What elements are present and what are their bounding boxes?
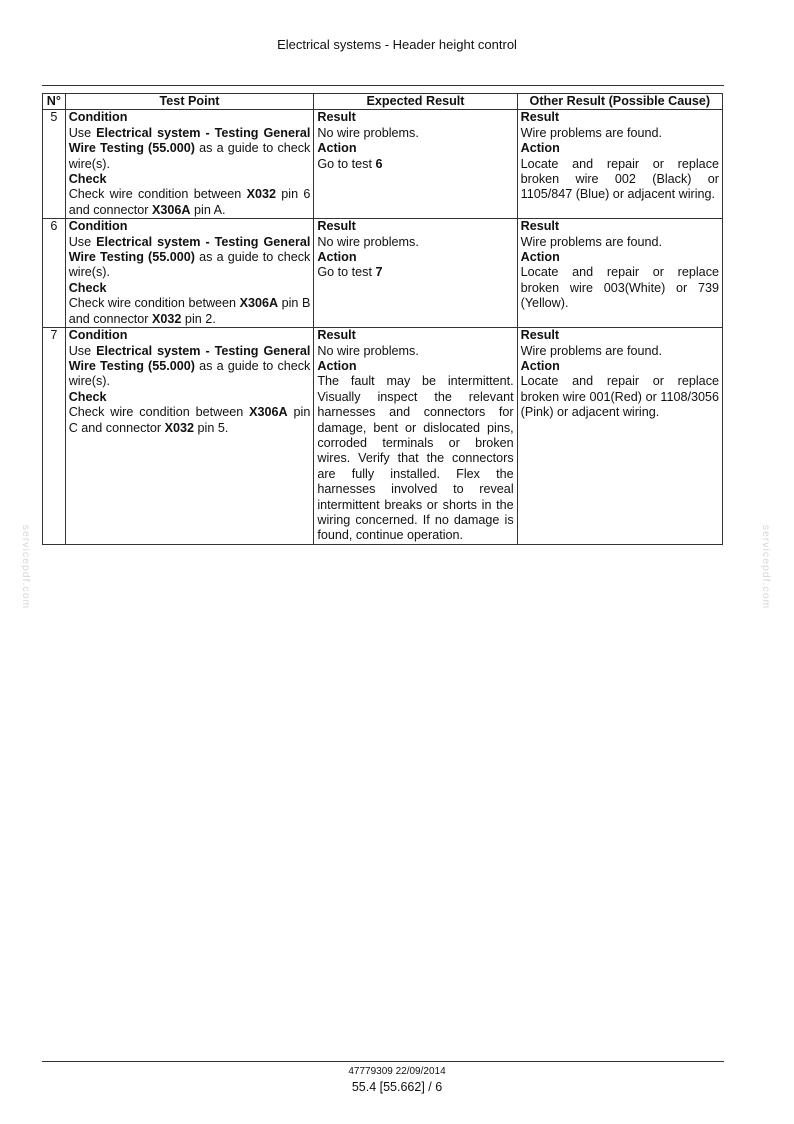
- column-header-other-result: Other Result (Possible Cause): [517, 94, 722, 110]
- action-text: Locate and repair or replace broken wire 002 (Black) or 1105/847 (Blue) or adjacent wiring.: [520, 156, 719, 202]
- action-heading: Action: [520, 358, 560, 373]
- reference-link: Electrical system - Testing General Wire Testing (55.000): [68, 343, 311, 373]
- result-heading: Result: [317, 110, 356, 125]
- check-heading: Check: [68, 172, 107, 187]
- watermark-right: servicepdf.com: [760, 524, 772, 610]
- check-text: Check wire condition between X032 pin 6 and connector X306A pin A.: [68, 187, 311, 217]
- result-text: Wire problems are found.: [520, 125, 663, 140]
- action-heading: Action: [520, 141, 560, 156]
- action-text: The fault may be intermittent. Visually inspect the relevant harnesses and connectors for damage, bent or dislocated pins, corroded terminals or broken wires. Verify that the connectors are fully installed. Flex the harnesses involved to reveal intermittent breaks or shorts in the wiring concerned. If no damage is found, continue operation.: [317, 374, 514, 543]
- result-heading: Result: [520, 110, 560, 125]
- header-divider: [42, 85, 724, 86]
- test-number: 7: [43, 328, 66, 545]
- action-heading: Action: [317, 141, 357, 156]
- reference-link: Electrical system - Testing General Wire Testing (55.000): [68, 234, 311, 265]
- condition-heading: Condition: [68, 328, 128, 343]
- action-text: Locate and repair or replace broken wire 001(Red) or 1108/3056 (Pink) or adjacent wiring.: [520, 374, 719, 420]
- action-heading: Action: [317, 358, 357, 373]
- footer-divider: [42, 1061, 724, 1062]
- action-text: Go to test 6: [317, 156, 383, 171]
- check-heading: Check: [68, 280, 107, 295]
- reference-link: Electrical system - Testing General Wire Testing (55.000): [68, 125, 311, 156]
- condition-heading: Condition: [68, 110, 128, 125]
- result-text: No wire problems.: [317, 234, 419, 249]
- footer-page-number: 55.4 [55.662] / 6: [351, 1080, 443, 1094]
- action-heading: Action: [317, 250, 357, 265]
- result-heading: Result: [520, 219, 560, 234]
- other-result-cell: [517, 328, 722, 545]
- page-header: Electrical systems - Header height control: [277, 37, 517, 52]
- condition-text: Use Electrical system - Testing General Wire Testing (55.000) as a guide to check wire(s).: [68, 125, 311, 171]
- condition-text: Use Electrical system - Testing General Wire Testing (55.000) as a guide to check wire(s).: [68, 343, 311, 389]
- result-text: No wire problems.: [317, 125, 419, 140]
- test-number: 6: [43, 219, 66, 328]
- result-text: Wire problems are found.: [520, 343, 663, 358]
- result-text: No wire problems.: [317, 343, 419, 358]
- column-header-expected-result: Expected Result: [314, 94, 517, 110]
- expected-result-cell: [314, 110, 517, 219]
- table-header-row: [43, 94, 723, 110]
- check-text: Check wire condition between X306A pin B and connector X032 pin 2.: [68, 296, 311, 326]
- column-header-test-point: Test Point: [65, 94, 314, 110]
- action-heading: Action: [520, 250, 560, 265]
- check-text: Check wire condition between X306A pin C and connector X032 pin 5.: [68, 405, 311, 435]
- table-row: [43, 328, 723, 545]
- result-heading: Result: [520, 328, 560, 343]
- other-result-cell: [517, 219, 722, 328]
- condition-text: Use Electrical system - Testing General Wire Testing (55.000) as a guide to check wire(s).: [68, 234, 311, 280]
- table-row: [43, 219, 723, 328]
- other-result-cell: [517, 110, 722, 219]
- action-text: Go to test 7: [317, 265, 383, 280]
- test-point-cell: [65, 110, 314, 219]
- watermark-left: servicepdf.com: [20, 524, 32, 610]
- test-point-cell: [65, 328, 314, 545]
- check-heading: Check: [68, 389, 107, 404]
- test-point-cell: [65, 219, 314, 328]
- result-text: Wire problems are found.: [520, 234, 663, 249]
- table-row: [43, 110, 723, 219]
- test-table: [42, 93, 723, 545]
- result-heading: Result: [317, 219, 356, 234]
- test-number: 5: [43, 110, 66, 219]
- footer-document-id: 47779309 22/09/2014: [348, 1066, 446, 1077]
- column-header-number: N°: [43, 94, 66, 110]
- condition-heading: Condition: [68, 219, 128, 234]
- expected-result-cell: [314, 219, 517, 328]
- result-heading: Result: [317, 328, 356, 343]
- expected-result-cell: [314, 328, 517, 545]
- action-text: Locate and repair or replace broken wire 003(White) or 739 (Yellow).: [520, 265, 719, 311]
